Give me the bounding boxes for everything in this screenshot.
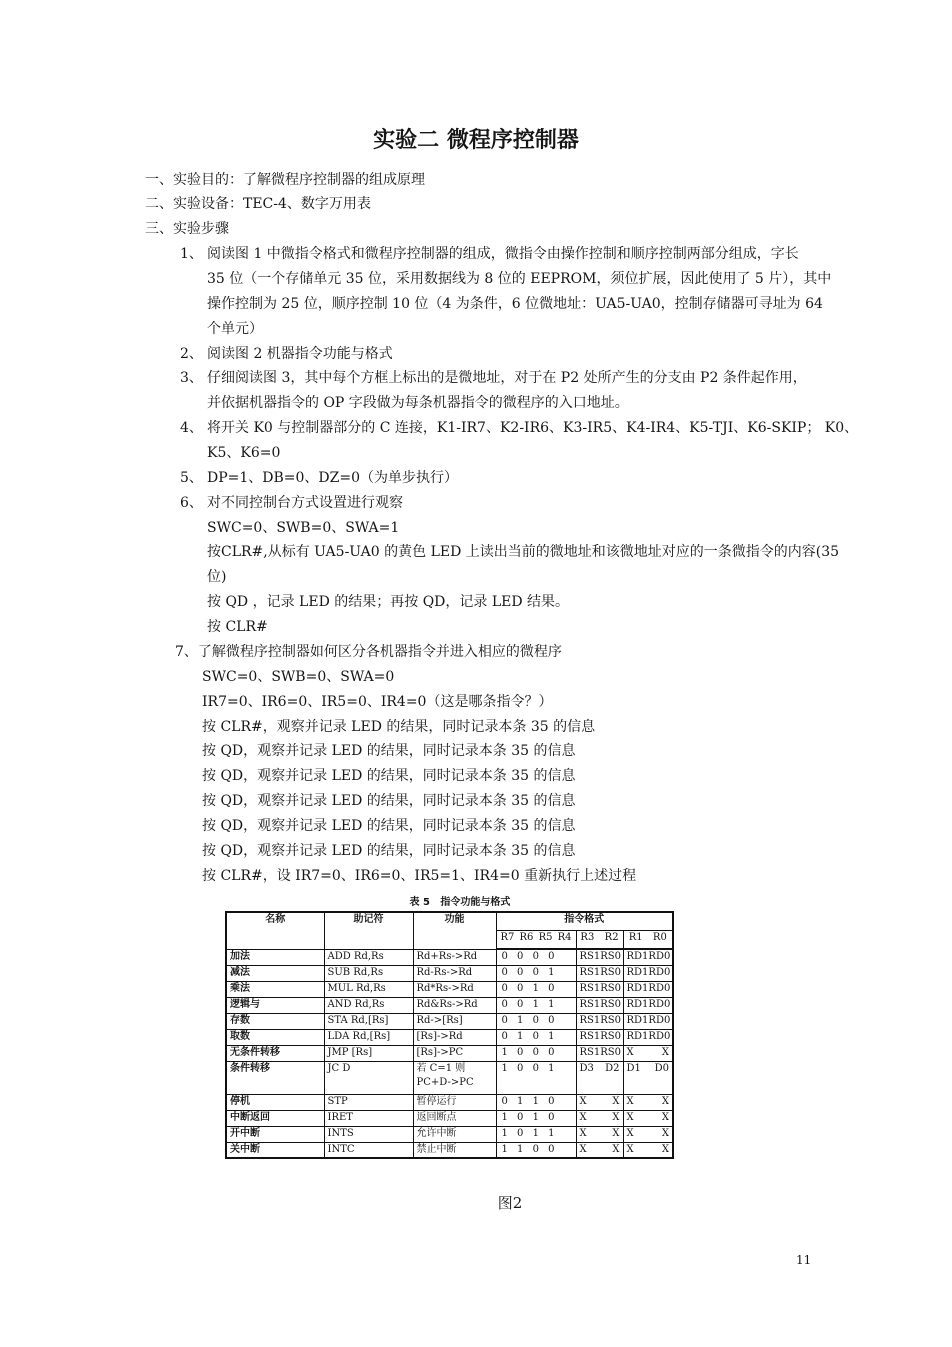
- opcode-bits: 0 1 0 0: [496, 1013, 576, 1029]
- header-format: 指令格式: [496, 912, 673, 931]
- field-r3-r2: [576, 997, 623, 1013]
- field-value: X: [612, 1095, 620, 1107]
- step-number: 5、: [180, 469, 203, 486]
- field-value: X: [661, 1111, 670, 1123]
- step-text-line: 个单元）: [207, 320, 263, 337]
- page-title: 实验二 微程序控制器: [373, 127, 579, 153]
- step-text-line: 按 QD，观察并记录 LED 的结果，同时记录本条 35 的信息: [202, 793, 576, 810]
- table-header-row: [226, 912, 673, 931]
- step-text-line: K5、K6=0: [207, 445, 281, 462]
- instruction-name: 存数: [226, 1013, 324, 1029]
- opcode-bits: 0 0 0 1: [496, 965, 576, 981]
- field-value: RD0: [648, 1014, 671, 1026]
- field-r1-r0: [623, 1013, 673, 1029]
- field-r3-r2: [576, 1142, 623, 1158]
- table-row: [226, 981, 673, 997]
- opcode-bits: 0 1 0 1: [496, 1029, 576, 1045]
- field-value: RS0: [600, 1014, 621, 1026]
- step-text-line: 按CLR#,从标有 UA5-UA0 的黄色 LED 上读出当前的微地址和该微地址对应的一条微指令的内容(35: [207, 544, 840, 561]
- function-line: 返回断点: [416, 1111, 457, 1123]
- field-value: X: [626, 1111, 634, 1123]
- step-text-line: 按 CLR#: [207, 619, 268, 636]
- field-value: RS0: [600, 1046, 621, 1058]
- table-header: [226, 912, 673, 949]
- table-caption: 表 5 指令功能与格式: [409, 897, 511, 908]
- field-pair: [580, 1111, 620, 1125]
- field-value: RS1: [579, 998, 601, 1010]
- instruction-function: [413, 1126, 496, 1142]
- table-row: [226, 965, 673, 981]
- field-value: RS1: [579, 951, 601, 962]
- instruction-function: [413, 1013, 496, 1029]
- step-text-line: 按 QD，观察并记录 LED 的结果，同时记录本条 35 的信息: [202, 768, 576, 785]
- field-pair: [627, 950, 670, 964]
- field-value: RD1: [626, 966, 649, 978]
- step-text-line: 仔细阅读图 3，其中每个方框上标出的是微地址，对于在 P2 处所产生的分支由 P2 条件起作用，: [207, 370, 807, 387]
- step-text-line: 按 CLR#，观察并记录 LED 的结果，同时记录本条 35 的信息: [202, 718, 596, 735]
- opcode-bits: 0 0 1 1: [496, 997, 576, 1013]
- section-heading: 三、实验步骤: [145, 221, 229, 238]
- function-line: [Rs]->PC: [416, 1046, 464, 1058]
- step-number: 2、: [180, 345, 203, 362]
- field-r1-r0: [623, 1126, 673, 1142]
- step-heading: 7、了解微程序控制器如何区分各机器指令并进入相应的微程序: [175, 643, 562, 660]
- field-pair: [627, 982, 670, 996]
- field-pair: [627, 1030, 670, 1044]
- function-line: Rd-Rs->Rd: [416, 966, 473, 978]
- table-row: [226, 1029, 673, 1045]
- opcode-bits: 1 0 0 1: [496, 1061, 576, 1094]
- field-pair: [580, 1030, 620, 1044]
- table-row: [226, 1061, 673, 1094]
- step-item: [0, 416, 952, 466]
- field-pair: [627, 1046, 670, 1060]
- field-value: RD1: [626, 998, 649, 1010]
- field-value: D1: [626, 1062, 641, 1074]
- field-pair: [627, 998, 670, 1012]
- step-text-line: 阅读图 2 机器指令功能与格式: [207, 345, 393, 362]
- field-value: X: [626, 1143, 634, 1155]
- instruction-mnemonic: AND Rd,Rs: [324, 997, 413, 1013]
- step-text-line: 35 位（一个存储单元 35 位，采用数据线为 8 位的 EEPROM，须位扩展，因此使用了 5 片），其中: [207, 271, 832, 288]
- function-line: 禁止中断: [416, 1143, 457, 1155]
- step-item: [0, 640, 952, 889]
- step-item: [0, 342, 952, 367]
- instruction-name: 中断返回: [226, 1110, 324, 1126]
- field-pair: [580, 950, 620, 964]
- field-value: X: [579, 1143, 587, 1155]
- function-line: [Rs]->Rd: [416, 1030, 463, 1042]
- field-pair: [580, 998, 620, 1012]
- opcode-bits: 1 1 0 0: [496, 1142, 576, 1158]
- step-text-line: 位): [207, 569, 227, 586]
- instruction-function: [413, 1061, 496, 1094]
- field-value: RS0: [600, 982, 621, 994]
- table-row: [226, 1045, 673, 1061]
- field-pair: [580, 1062, 620, 1076]
- field-value: RD0: [648, 1030, 671, 1042]
- field-value: RS1: [579, 1046, 601, 1058]
- header-r3-r2: R3 R2: [576, 931, 623, 950]
- field-value: X: [612, 1111, 620, 1123]
- instruction-mnemonic: LDA Rd,[Rs]: [324, 1029, 413, 1045]
- field-r1-r0: [623, 965, 673, 981]
- instruction-mnemonic: SUB Rd,Rs: [324, 965, 413, 981]
- table-row: [226, 1110, 673, 1126]
- step-text-line: 将开关 K0 与控制器部分的 C 连接，K1-IR7、K2-IR6、K3-IR5、K4-IR4、K5-TJI、K6-SKIP； K0、: [207, 420, 859, 437]
- field-value: X: [626, 1095, 634, 1107]
- step-item: [0, 242, 952, 341]
- field-r3-r2: [576, 965, 623, 981]
- step-text-line: 按 CLR#，设 IR7=0、IR6=0、IR5=1、IR4=0 重新执行上述过程: [202, 867, 637, 884]
- field-pair: [580, 966, 620, 980]
- step-number: 1、: [180, 246, 203, 263]
- field-pair: [580, 1127, 620, 1141]
- instruction-name: 停机: [226, 1094, 324, 1110]
- instruction-function: [413, 1094, 496, 1110]
- step-text-line: 按 QD，观察并记录 LED 的结果，同时记录本条 35 的信息: [202, 817, 576, 834]
- field-value: D2: [605, 1062, 620, 1074]
- instruction-name: 减法: [226, 965, 324, 981]
- instruction-mnemonic: INTC: [324, 1142, 413, 1158]
- function-line: Rd*Rs->Rd: [416, 982, 474, 994]
- instruction-mnemonic: JC D: [324, 1061, 413, 1094]
- step-number: 4、: [180, 420, 203, 437]
- field-value: X: [579, 1127, 587, 1139]
- function-line: 暂停运行: [416, 1095, 457, 1107]
- instruction-name: 加法: [226, 949, 324, 965]
- field-r1-r0: [623, 997, 673, 1013]
- instruction-mnemonic: MUL Rd,Rs: [324, 981, 413, 997]
- instruction-function: [413, 1029, 496, 1045]
- function-line: 若 C=1 则: [416, 1062, 466, 1074]
- field-value: RS1: [579, 1014, 601, 1026]
- step-text-line: 按 QD，观察并记录 LED 的结果，同时记录本条 35 的信息: [202, 743, 576, 760]
- opcode-bits: 0 1 1 0: [496, 1094, 576, 1110]
- field-r1-r0: [623, 1142, 673, 1158]
- field-r1-r0: [623, 1029, 673, 1045]
- field-r3-r2: [576, 949, 623, 965]
- instruction-function: [413, 997, 496, 1013]
- field-value: D0: [654, 1062, 670, 1074]
- instruction-mnemonic: INTS: [324, 1126, 413, 1142]
- step-item: [0, 466, 952, 491]
- field-pair: [627, 1111, 670, 1125]
- table-row: [226, 949, 673, 965]
- header-name: 名称: [226, 912, 324, 949]
- field-value: X: [579, 1095, 587, 1107]
- field-value: RS0: [600, 998, 621, 1010]
- field-value: X: [661, 1143, 670, 1155]
- step-text-line: SWC=0、SWB=0、SWA=1: [207, 519, 400, 536]
- step-text-line: 阅读图 1 中微指令格式和微程序控制器的组成，微指令由操作控制和顺序控制两部分组成，字长: [207, 246, 799, 263]
- opcode-bits: 1 0 0 0: [496, 1045, 576, 1061]
- instruction-mnemonic: STP: [324, 1094, 413, 1110]
- field-value: X: [612, 1143, 620, 1155]
- instruction-function: [413, 1142, 496, 1158]
- field-value: D3: [579, 1062, 594, 1074]
- table-row: [226, 1094, 673, 1110]
- table-body: [226, 949, 673, 1158]
- table-row: [226, 1126, 673, 1142]
- field-r1-r0: [623, 1045, 673, 1061]
- field-r1-r0: [623, 1094, 673, 1110]
- function-line: PC+D->PC: [416, 1076, 474, 1088]
- field-r1-r0: [623, 981, 673, 997]
- header-mnemonic: 助记符: [324, 912, 413, 949]
- step-text-line: 按 QD ，记录 LED 的结果；再按 QD，记录 LED 结果。: [207, 594, 570, 611]
- instruction-name: 逻辑与: [226, 997, 324, 1013]
- field-pair: [627, 1062, 670, 1076]
- step-text-line: DP=1、DB=0、DZ=0（为单步执行）: [207, 469, 459, 486]
- function-line: Rd&Rs->Rd: [416, 998, 478, 1010]
- instruction-function: [413, 1110, 496, 1126]
- instruction-mnemonic: IRET: [324, 1110, 413, 1126]
- instruction-name: 乘法: [226, 981, 324, 997]
- step-text-line: 并依据机器指令的 OP 字段做为每条机器指令的微程序的入口地址。: [207, 395, 629, 412]
- instruction-function: [413, 965, 496, 981]
- field-r3-r2: [576, 1110, 623, 1126]
- section-heading: 二、实验设备：TEC-4、数字万用表: [145, 196, 371, 213]
- field-value: RD1: [626, 982, 649, 994]
- step-text-line: SWC=0、SWB=0、SWA=0: [202, 668, 395, 685]
- field-value: RD1: [626, 1030, 649, 1042]
- section-heading: 一、实验目的：了解微程序控制器的组成原理: [145, 171, 425, 188]
- field-pair: [580, 1143, 620, 1157]
- field-r3-r2: [576, 1061, 623, 1094]
- instruction-function: [413, 1045, 496, 1061]
- instruction-function: [413, 981, 496, 997]
- field-pair: [580, 1095, 620, 1109]
- instruction-mnemonic: ADD Rd,Rs: [324, 949, 413, 965]
- body-text: [0, 168, 952, 889]
- field-value: X: [661, 1095, 670, 1107]
- function-line: Rd+Rs->Rd: [416, 950, 478, 962]
- field-pair: [627, 1143, 670, 1157]
- instruction-table: [225, 911, 674, 1159]
- field-r3-r2: [576, 981, 623, 997]
- instruction-function: [413, 949, 496, 965]
- instruction-name: 关中断: [226, 1142, 324, 1158]
- field-r3-r2: [576, 1094, 623, 1110]
- field-value: RS1: [579, 982, 601, 994]
- step-item: [0, 366, 952, 416]
- field-r1-r0: [623, 1110, 673, 1126]
- field-value: X: [579, 1111, 587, 1123]
- opcode-bits: 0 0 0 0: [496, 949, 576, 965]
- table-row: [226, 997, 673, 1013]
- field-value: RD1: [626, 1014, 649, 1026]
- field-r3-r2: [576, 1126, 623, 1142]
- instruction-name: 无条件转移: [226, 1045, 324, 1061]
- figure-label: 图2: [497, 1194, 523, 1212]
- field-value: RD0: [648, 951, 671, 962]
- field-value: X: [612, 1127, 620, 1139]
- instruction-name: 开中断: [226, 1126, 324, 1142]
- field-pair: [627, 1014, 670, 1028]
- table-row: [226, 1142, 673, 1158]
- table-row: [226, 1013, 673, 1029]
- step-item: [0, 491, 952, 640]
- field-r1-r0: [623, 949, 673, 965]
- opcode-bits: 1 0 1 1: [496, 1126, 576, 1142]
- instruction-mnemonic: JMP [Rs]: [324, 1045, 413, 1061]
- step-number: 6、: [180, 494, 203, 511]
- field-value: X: [626, 1046, 634, 1058]
- step-text-line: 操作控制为 25 位，顺序控制 10 位（4 为条件，6 位微地址：UA5-UA0，控制存储器可寻址为 64: [207, 295, 823, 312]
- function-line: 允许中断: [416, 1127, 457, 1139]
- field-value: RS1: [579, 966, 601, 978]
- field-pair: [627, 1127, 670, 1141]
- opcode-bits: 0 0 1 0: [496, 981, 576, 997]
- field-value: RS0: [600, 951, 621, 962]
- instruction-name: 取数: [226, 1029, 324, 1045]
- field-r1-r0: [623, 1061, 673, 1094]
- field-value: X: [661, 1127, 670, 1139]
- header-function: 功能: [413, 912, 496, 949]
- field-value: RS0: [600, 966, 621, 978]
- field-pair: [627, 1095, 670, 1109]
- instruction-name: 条件转移: [226, 1061, 324, 1094]
- field-value: RS0: [600, 1030, 621, 1042]
- step-text-line: IR7=0、IR6=0、IR5=0、IR4=0（这是哪条指令？）: [202, 693, 553, 710]
- field-pair: [580, 1014, 620, 1028]
- step-number: 3、: [180, 370, 203, 387]
- opcode-bits: 1 0 1 0: [496, 1110, 576, 1126]
- field-value: RD0: [648, 982, 671, 994]
- instruction-mnemonic: STA Rd,[Rs]: [324, 1013, 413, 1029]
- field-value: RD0: [648, 966, 671, 978]
- field-value: X: [626, 1127, 634, 1139]
- field-pair: [627, 966, 670, 980]
- field-r3-r2: [576, 1029, 623, 1045]
- field-r3-r2: [576, 1045, 623, 1061]
- header-r1-r0: R1 R0: [623, 931, 673, 950]
- field-value: RD0: [648, 998, 671, 1010]
- step-text-line: 按 QD，观察并记录 LED 的结果，同时记录本条 35 的信息: [202, 842, 576, 859]
- field-pair: [580, 982, 620, 996]
- step-text-line: 对不同控制台方式设置进行观察: [207, 494, 403, 511]
- field-value: RD1: [626, 951, 649, 962]
- field-value: RS1: [579, 1030, 601, 1042]
- field-value: X: [661, 1046, 670, 1058]
- function-line: Rd->[Rs]: [416, 1014, 463, 1026]
- header-opcode-bits: R7 R6 R5 R4: [496, 931, 576, 950]
- page-number: 11: [796, 1253, 812, 1267]
- field-r3-r2: [576, 1013, 623, 1029]
- field-pair: [580, 1046, 620, 1060]
